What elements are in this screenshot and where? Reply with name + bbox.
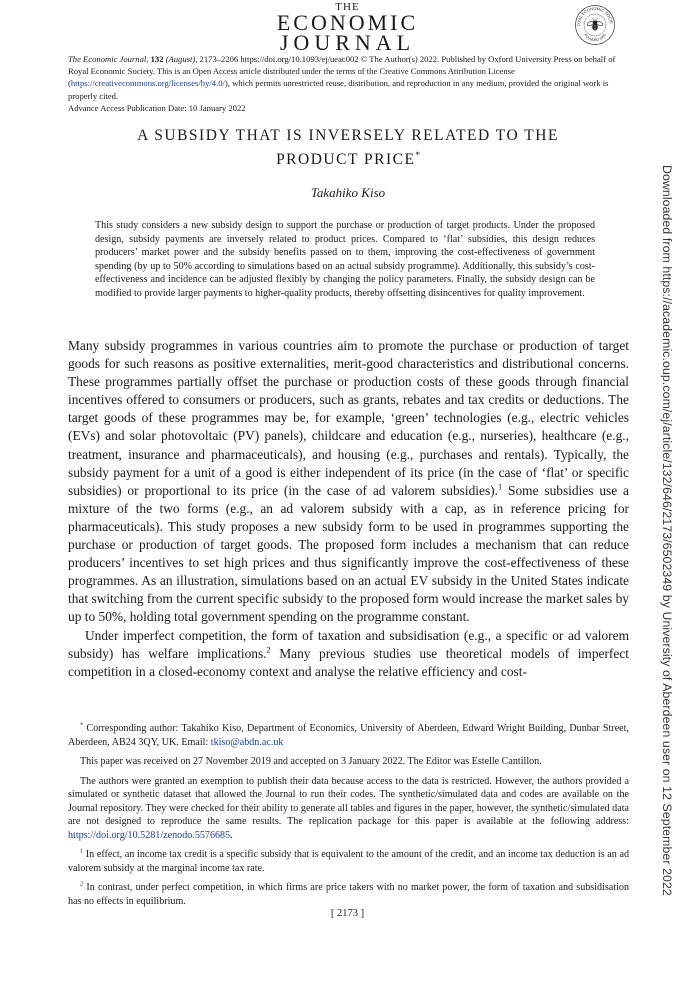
footnote-2: [68, 881, 629, 908]
footnote-1-text: In effect, an income tax credit is a specific subsidy that is equivalent to the amount of the credit, and an income tax deduction is an ad valorem subsidy at the marginal income tax rate.: [68, 849, 629, 874]
paragraph-2-text-a: Under imperfect competition, the form of taxation and subsidisation (e.g., a specific or ad valorem subsidy) has welfare implications.: [68, 627, 629, 661]
title-footnote-mark: *: [415, 149, 420, 160]
corresponding-author-text: Corresponding author: Takahiko Kiso, Department of Economics, University of Aberdeen, Edward Wright Building, Dunbar Street, Aberdeen, AB24 3QY, UK. Email:: [68, 723, 629, 748]
replication-package-link[interactable]: https://doi.org/10.5281/zenodo.5576685: [68, 829, 231, 841]
seal-top-text: OYAL ECONOMIC SOCIE: [575, 5, 614, 27]
footnote-ref-1[interactable]: 1: [497, 482, 503, 492]
license-link[interactable]: https://creativecommons.org/licenses/by/4.0/: [70, 78, 225, 89]
data-availability-text: The authors were granted an exemption to publish their data because access to the data is restricted. However, the authors provided a simulated or synthetic dataset that allowed the Journal to run their codes. The synthetic/simulated data and codes are available on the Journal repository. They were checked for their ability to generate all tables and figures in the paper, however, the synthetic/simulated data are not designed to reproduce the same results. The replication package for this paper is available at the following address:: [68, 775, 629, 827]
volume-number: 132: [150, 54, 164, 64]
footnote-2-text: In contrast, under perfect competition, in which firms are price takers with no market power, the form of taxation and subsidisation has no effects in equilibrium.: [68, 882, 629, 907]
footnote-1-number: 1: [80, 847, 84, 855]
masthead-journal: JOURNAL: [279, 30, 416, 55]
author-email-link[interactable]: tkiso@abdn.ac.uk: [210, 736, 284, 748]
footnotes: [68, 722, 629, 914]
footnote-2-number: 2: [80, 880, 84, 888]
author-name: Takahiko Kiso: [310, 185, 386, 200]
title-line-1: A SUBSIDY THAT IS INVERSELY RELATED TO THE: [137, 127, 559, 144]
issue-month: (August): [165, 54, 196, 64]
citation-text: , 2173–2206 https://doi.org/10.1093/ej/ueac002 © The Author(s) 2022. Published by Oxford University Press on behalf of Royal Economic Society. This is an Open Access article distributed under the terms of the Creative Commons Attribution License (: [68, 54, 616, 89]
body-paragraph-2: [68, 627, 629, 681]
data-availability-note: [68, 775, 629, 843]
footnote-1: [68, 848, 629, 875]
received-note: This paper was received on 27 November 2019 and accepted on 3 January 2022. The Editor was Estelle Cantillon.: [80, 756, 542, 767]
body-paragraph-1: [68, 337, 629, 627]
masthead-the: THE: [335, 1, 360, 13]
abstract: This study considers a new subsidy design to support the purchase or production of target products. Under the proposed design, subsidy payments are inversely related to product prices. Compared to ‘flat’ subsidies, this design reduces producers’ market power and the subsidy benefits passed on to them, improving the cost-effectiveness of government spending (by up to 50% according to simulations based on an actual subsidy programme). Additionally, this subsidy’s cost-effectiveness and incidence can be adjusted flexibly by changing the policy parameters. Finally, the subsidy design can be modified to provide larger payments to higher-quality products, thereby offsetting disincentives for quality improvement.: [95, 220, 595, 299]
paragraph-1-text-a: Many subsidy programmes in various countries aim to promote the purchase or production of target goods for such reasons as positive externalities, merit-good characteristics and distributional concerns. These programmes partially offset the purchase or production costs of these goods through financial incentives offered to consumers or producers, such as grants, rebates and tax credits or deductions. The target goods of these programmes may be, for example, ‘green’ technologies (e.g., electric vehicles (EVs) and solar photovoltaic (PV) panels), childcare and education (e.g., nurseries), healthcare (e.g., treatment, insurance and pharmaceuticals), and housing (e.g., purchases and rentals). Typically, the subsidy payment for a unit of a good is either independent of its price (in the case of ‘flat’ or specific subsidies) or proportional to its price (in the case of ad valorem subsidies).: [68, 338, 629, 498]
license-text: ), which permits unrestricted reuse, distribution, and reproduction in any medium, provided the original work is properly cited.: [68, 78, 609, 101]
title-line-2: PRODUCT PRICE: [276, 151, 416, 168]
corresponding-mark: *: [80, 721, 84, 729]
download-watermark: [650, 165, 680, 945]
journal-name: The Economic Journal: [68, 54, 147, 64]
corresponding-author-note: [68, 722, 629, 749]
download-watermark-text: Downloaded from https://academic.oup.com/ej/article/132/646/2173/6502349 by University of Aberdeen user on 12 September 2022: [660, 165, 674, 896]
royal-economic-society-seal-icon: [574, 4, 616, 46]
seal-bottom-text: FOUNDED 1890: [583, 33, 607, 43]
citation-block: The Economic Journal, 132 (August), 2173–2206 https://doi.org/10.1093/ej/ueac002 © The Author(s) 2022. Published by Oxford University Press on behalf of Royal Economic Society. This is an Open Access article distributed under the terms of the Creative Commons Attribution License (https://creativecommons.org/licenses/by/4.0/), which permits unrestricted reuse, distribution, and reproduction in any medium, provided the original work is properly cited. Advance Access Publication Date: 10 January 2022: [68, 54, 616, 113]
advance-access-date: Advance Access Publication Date: 10 January 2022: [68, 102, 246, 113]
article-title: [68, 124, 628, 172]
footnote-ref-2[interactable]: 2: [266, 645, 271, 655]
paragraph-1-text-b: Some subsidies use a mixture of the two forms (e.g., an ad valorem subsidy with a cap, as in reference pricing for pharmaceuticals). This study proposes a new subsidy form to be used in programmes supporting the purchase or production of target goods. The proposed form includes a mechanism that can reduce producers’ incentives to set high prices and thus significantly improve the cost-effectiveness of these programmes. As an illustration, simulations based on an actual EV subsidy in the United States indicate that switching from the current specific subsidy to the proposed form would increase the market sales by up to 50%, holding total government spending on the programme constant.: [68, 482, 629, 625]
page-number: [ 2173 ]: [330, 908, 365, 919]
masthead-economic: ECONOMIC: [276, 10, 419, 35]
paragraph-2-text-b: Many previous studies use theoretical models of imperfect competition in a closed-economy context and analyse the relative efficiency and cost-: [68, 645, 630, 679]
main-body: [68, 337, 629, 681]
data-note-end: .: [230, 829, 233, 841]
